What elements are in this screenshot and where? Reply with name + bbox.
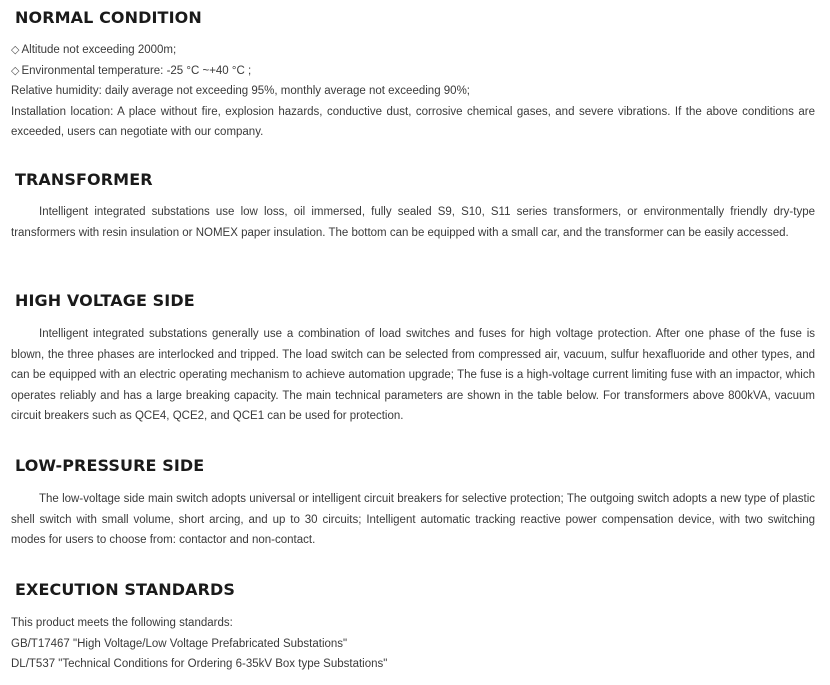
temperature-text: Environmental temperature: -25 °C ~+40 °C ; [21, 64, 252, 77]
execution-standards-heading: EXECUTION STANDARDS [15, 580, 236, 599]
execution-standards-body [11, 613, 815, 675]
diamond-outline-icon: ◇ [11, 44, 20, 56]
standard-item: GB/T17467 "High Voltage/Low Voltage Prefabricated Substations" [11, 637, 348, 650]
altitude-text: Altitude not exceeding 2000m; [21, 44, 177, 56]
diamond-outline-icon: ◇ [11, 64, 20, 77]
installation-location-text: Installation location: A place without fire, explosion hazards, conductive dust, corrosive chemical gases, and severe vibrations. If the above conditions are exceeded, users can negotiate with our company. [11, 105, 815, 138]
transformer-body: Intelligent integrated substations use low loss, oil immersed, fully sealed S9, S10, S11 series transformers, or environmentally friendly dry-type transformers with resin insulation or NOMEX paper insulation. The bottom can be equipped with a small car, and the transformer can be easily accessed. [11, 206, 815, 239]
high-voltage-body: Intelligent integrated substations generally use a combination of load switches and fuses for high voltage protection. After one phase of the fuse is blown, the three phases are interlocked and tripped. The load switch can be selected from compressed air, vacuum, sulfur hexafluoride and other types, and can be equipped with an electric operating mechanism to achieve automation upgrade; The fuse is a high-voltage current limiting fuse with an impactor, which operates reliably and has a large breaking capacity. The main technical parameters are shown in the table below. For transformers above 800kVA, vacuum circuit breakers such as QCE4, QCE2, and QCE1 can be used for protection. [11, 328, 815, 422]
temperature-line [11, 61, 815, 82]
standards-intro: This product meets the following standards: [11, 617, 233, 629]
normal-condition-heading: NORMAL CONDITION [15, 8, 202, 27]
high-voltage-heading: HIGH VOLTAGE SIDE [15, 291, 195, 310]
low-pressure-body: The low-voltage side main switch adopts universal or intelligent circuit breakers for selective protection; The outgoing switch adopts a new type of plastic shell switch with small volume, short arcing, and up to 30 circuits; Intelligent automatic tracking reactive power compensation device, with two switching modes for users to choose from: contactor and non-contact. [11, 493, 815, 546]
standard-item: DL/T537 "Technical Conditions for Ordering 6-35kV Box type Substations" [11, 658, 388, 670]
altitude-line [11, 40, 815, 61]
normal-condition-body [11, 40, 815, 143]
low-pressure-heading: LOW-PRESSURE SIDE [15, 456, 205, 475]
humidity-text: Relative humidity: daily average not exceeding 95%, monthly average not exceeding 90%; [11, 85, 471, 97]
transformer-heading: TRANSFORMER [15, 170, 153, 189]
